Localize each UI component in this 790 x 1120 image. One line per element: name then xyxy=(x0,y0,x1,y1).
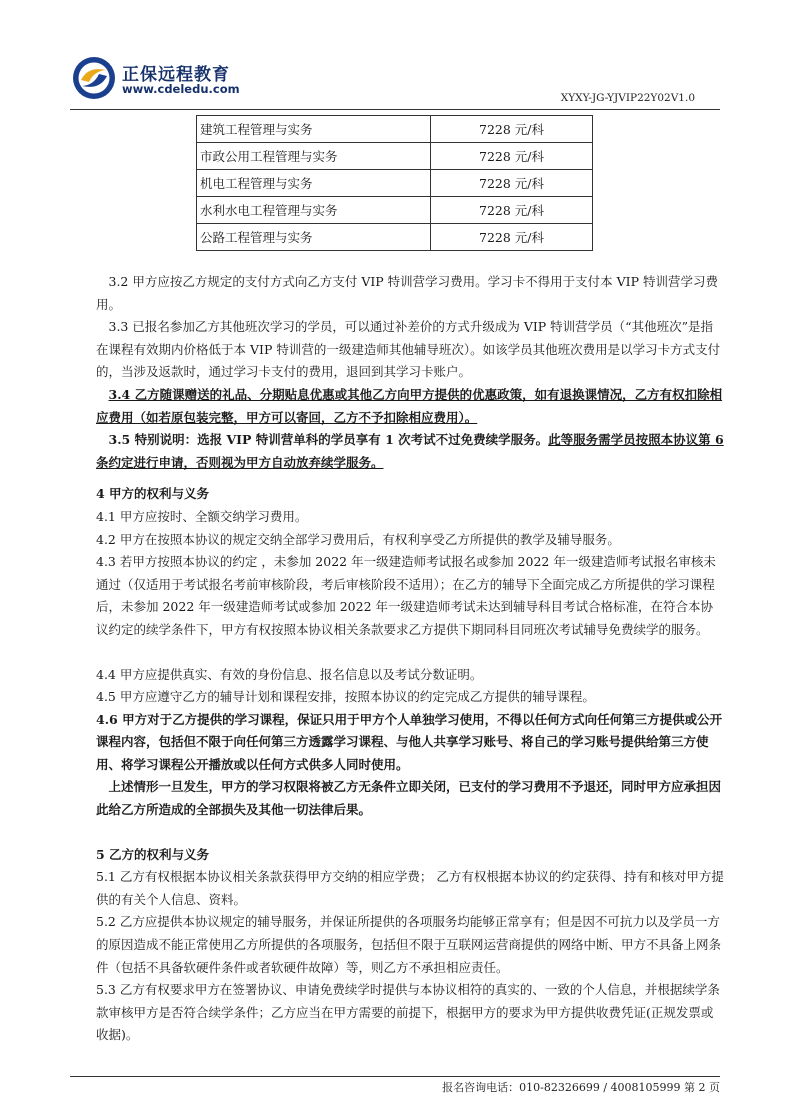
table-row xyxy=(197,143,593,170)
fee-table xyxy=(196,115,593,251)
clause-5-1: 5.1 乙方有权根据本协议相关条款获得甲方交纳的相应学费； 乙方有权根据本协议的约定获得、持有和核对甲方提供的有关个人信息、资料。 xyxy=(96,869,724,907)
table-row xyxy=(197,197,593,224)
price-cell: 7228 元/科 xyxy=(431,116,593,143)
section-5-heading: 5 乙方的权利与义务 xyxy=(96,846,210,862)
clause-3-5-lead: 3.5 特别说明：选报 VIP 特训营单科的学员享有 1 次考试不过免费续学服务。 xyxy=(108,432,549,448)
clause-4-2: 4.2 甲方在按照本协议的规定交纳全部学习费用后，有权利享受乙方所提供的教学及辅导服务。 xyxy=(96,531,620,547)
page-header xyxy=(0,0,790,112)
clause-3-5-condition: 此等服务需学员按照本协议第 6 条约定进行申请，否则视为甲方自动放弃续学服务。 xyxy=(96,432,724,470)
brand-name: 正保远程教育 xyxy=(122,65,230,85)
course-name-cell: 市政公用工程管理与实务 xyxy=(197,143,431,170)
header-divider xyxy=(70,109,720,110)
clause-4-1: 4.1 甲方应按时、全额交纳学习费用。 xyxy=(96,508,308,524)
table-row xyxy=(197,116,593,143)
clause-5-3: 5.3 乙方有权要求甲方在签署协议、申请免费续学时提供与本协议相符的真实的、一致的个人信息，并根据续学条款审核甲方是否符合续学条件；乙方应当在甲方需要的前提下，根据甲方的要求为甲方提供收费凭证(正规发票或收据)。 xyxy=(96,982,720,1043)
clause-3-5 xyxy=(96,429,724,474)
table-row xyxy=(197,170,593,197)
clause-4-6-consequence: 上述情形一旦发生，甲方的学习权限将被乙方无条件立即关闭，已支付的学习费用不予退还，同时甲方应承担因此给乙方所造成的全部损失及其他一切法律后果。 xyxy=(96,779,722,818)
table-row xyxy=(197,224,593,251)
brand-url: www.cdeledu.com xyxy=(122,82,240,96)
clause-3-2: 3.2 甲方应按乙方规定的支付方式向乙方支付 VIP 特训营学习费用。学习卡不得用于支付本 VIP 特训营学习费用。 xyxy=(96,274,718,312)
clause-3-3: 3.3 已报名参加乙方其他班次学习的学员，可以通过补差价的方式升级成为 VIP 特训营学员（“其他班次”是指在课程有效期内价格低于本 VIP 特训营的一级建造师其他辅导班次）。如该学员其他班次费用是以学习卡方式支付的，当涉及返款时，通过学习卡支付的费用，退回到其学习卡账户。 xyxy=(96,319,721,380)
page-footer: 报名咨询电话：010-82326699 / 4008105999 第 2 页 xyxy=(442,1081,720,1094)
clause-4-6: 4.6 甲方对于乙方提供的学习课程，保证只用于甲方个人单独学习使用，不得以任何方式向任何第三方提供或公开课程内容，包括但不限于向任何第三方透露学习课程、与他人共享学习账号、将自己的学习账号提供给第三方使用、将学习课程公开播放或以任何方式供多人同时使用。 xyxy=(96,711,723,772)
course-name-cell: 建筑工程管理与实务 xyxy=(197,116,431,143)
course-name-cell: 水利水电工程管理与实务 xyxy=(197,197,431,224)
footer-divider xyxy=(70,1076,720,1077)
clause-4-5: 4.5 甲方应遵守乙方的辅导计划和课程安排，按照本协议的约定完成乙方提供的辅导课程。 xyxy=(96,689,595,705)
clause-4-4: 4.4 甲方应提供真实、有效的身份信息、报名信息以及考试分数证明。 xyxy=(96,666,483,682)
clause-4-3: 4.3 若甲方按照本协议的约定 ，未参加 2022 年一级建造师考试报名或参加 2022 年一级建造师考试报名审核未通过（仅适用于考试报名考前审核阶段，考后审核阶段不适用）；在乙方的辅导下全面完成乙方所提供的学习课程后，未参加 2022 年一级建造师考试或参加 2022 年一级建造师考试未达到辅导科目考试合格标准，在符合本协议约定的续学条件下，甲方有权按照本协议相关条款要求乙方提供下期同科目同班次考试辅导免费续学的服务。 xyxy=(96,554,716,637)
clause-5-2: 5.2 乙方应提供本协议规定的辅导服务，并保证所提供的各项服务均能够正常享有；但是因不可抗力以及学员一方的原因造成不能正常使用乙方所提供的各项服务，包括但不限于互联网运营商提供的网络中断、甲方不具备上网条件（包括不具备软硬件条件或者软硬件故障）等，则乙方不承担相应责任。 xyxy=(96,914,722,975)
agreement-body xyxy=(96,271,724,1047)
price-cell: 7228 元/科 xyxy=(431,197,593,224)
price-cell: 7228 元/科 xyxy=(431,143,593,170)
course-name-cell: 机电工程管理与实务 xyxy=(197,170,431,197)
course-name-cell: 公路工程管理与实务 xyxy=(197,224,431,251)
price-cell: 7228 元/科 xyxy=(431,170,593,197)
clause-3-4: 3.4 乙方随课赠送的礼品、分期贴息优惠或其他乙方向甲方提供的优惠政策，如有退换课情况，乙方有权扣除相应费用（如若原包装完整，甲方可以寄回，乙方不予扣除相应费用）。 xyxy=(96,386,723,425)
price-cell: 7228 元/科 xyxy=(431,224,593,251)
cdeledu-logo-icon xyxy=(72,56,116,100)
section-4-heading: 4 甲方的权利与义务 xyxy=(96,486,210,502)
document-code: XYXY-JG-YJVIP22Y02V1.0 xyxy=(560,92,695,104)
